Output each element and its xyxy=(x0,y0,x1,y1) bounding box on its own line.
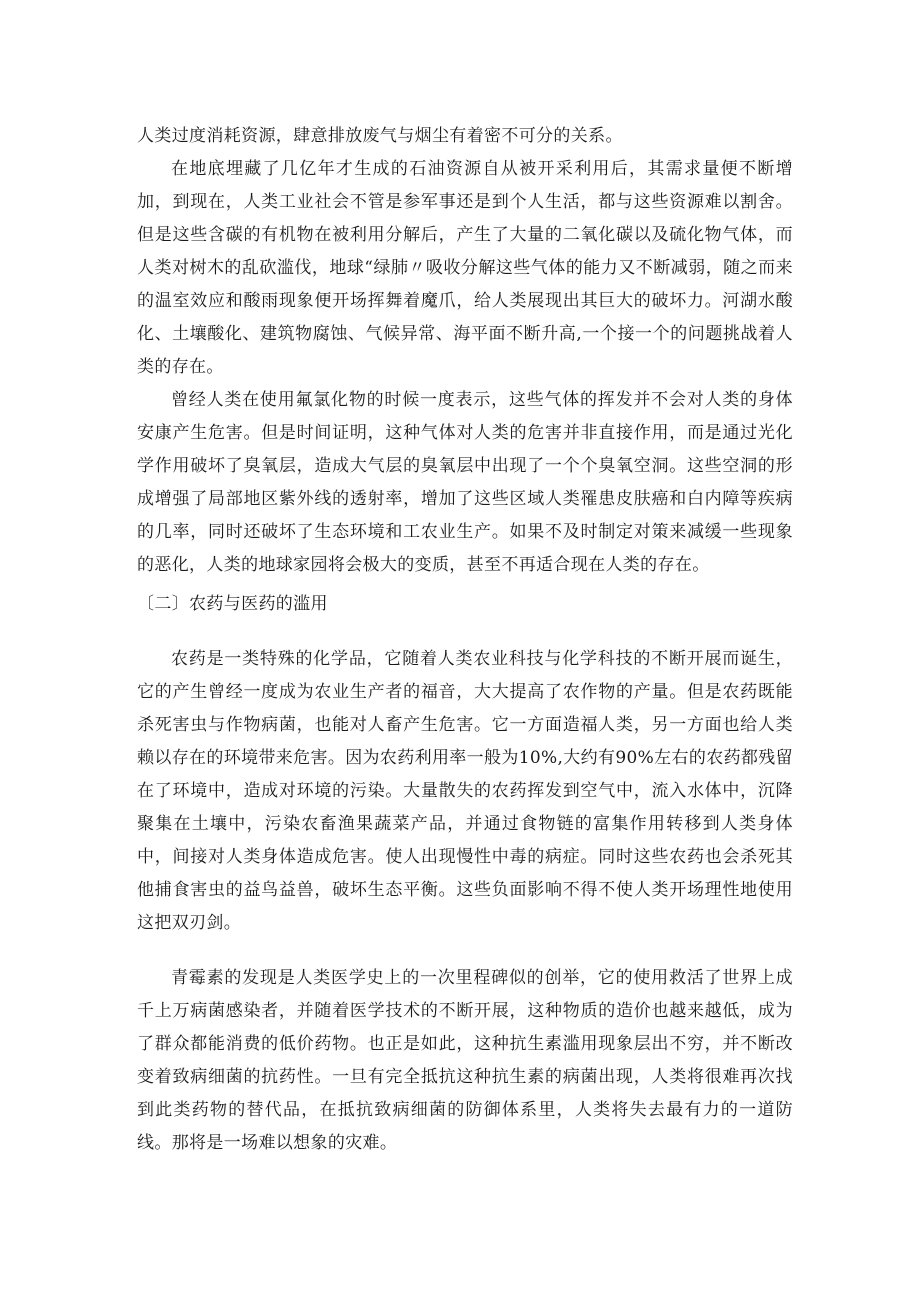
document-body xyxy=(137,120,793,1160)
paragraph-continuation: 人类过度消耗资源，肆意排放废气与烟尘有着密不可分的关系。 xyxy=(137,126,623,146)
paragraph-pesticides: 农药是一类特殊的化学品，它随着人类农业科技与化学科技的不断开展而诞生，它的产生曾经一度成为农业生产者的福音，大大提高了农作物的产量。但是农药既能杀死害虫与作物病菌，也能对人畜产生危害。它一方面造福人类，另一方面也给人类赖以存在的环境带来危害。因为农药利用率一般为10%,大约有90%左右的农药都残留在了环境中，造成对环境的污染。大量散失的农药挥发到空气中，流入水体中，沉降聚集在土壤中，污染农畜渔果蔬菜产品，并通过食物链的富集作用转移到人类身体中，间接对人类身体造成危害。使人出现慢性中毒的病症。同时这些农药也会杀死其他捕食害虫的益鸟益兽，破坏生态平衡。这些负面影响不得不使人类开场理性地使用这把双刃剑。 xyxy=(137,649,793,933)
paragraph-penicillin: 青霉素的发现是人类医学史上的一次里程碑似的创举，它的使用救活了世界上成千上万病菌感染者，并随着医学技术的不断开展，这种物质的造价也越来越低，成为了群众都能消费的低价药物。也正是如此，这种抗生素滥用现象层出不穷，并不断改变着致病细菌的抗药性。一旦有完全抵抗这种抗生素的病菌出现，人类将很难再次找到此类药物的替代品，在抵抗致病细菌的防御体系里，人类将失去最有力的一道防线。那将是一场难以想象的灾难。 xyxy=(137,968,793,1153)
section-heading-pesticides-medicine: 〔二〕农药与医药的滥用 xyxy=(137,594,328,614)
paragraph-oil-resources: 在地底埋藏了几亿年才生成的石油资源自从被开采利用后，其需求量便不断增加，到现在，人类工业社会不管是参军事还是到个人生活，都与这些资源难以割舍。但是这些含碳的有机物在被利用分解后，产生了大量的二氧化碳以及硫化物气体，而人类对树木的乱砍滥伐，地球“绿肺〃吸收分解这些气体的能力又不断减弱，随之而来的温室效应和酸雨现象便开场挥舞着魔爪，给人类展现出其巨大的破坏力。河湖水酸化、土壤酸化、建筑物腐蚀、气候异常、海平面不断升高,一个接一个的问题挑战着人类的存在。 xyxy=(137,159,793,377)
paragraph-ozone-layer: 曾经人类在使用氟氯化物的时候一度表示，这些气体的挥发并不会对人类的身体安康产生危害。但是时间证明，这种气体对人类的危害并非直接作用，而是通过光化学作用破坏了臭氧层，造成大气层的臭氧层中出现了一个个臭氧空洞。这些空洞的形成增强了局部地区紫外线的透射率，增加了这些区域人类罹患皮肤癌和白内障等疾病的几率，同时还破坏了生态环境和工农业生产。如果不及时制定对策来减缓一些现象的恶化，人类的地球家园将会极大的变质，甚至不再适合现在人类的存在。 xyxy=(137,390,793,575)
